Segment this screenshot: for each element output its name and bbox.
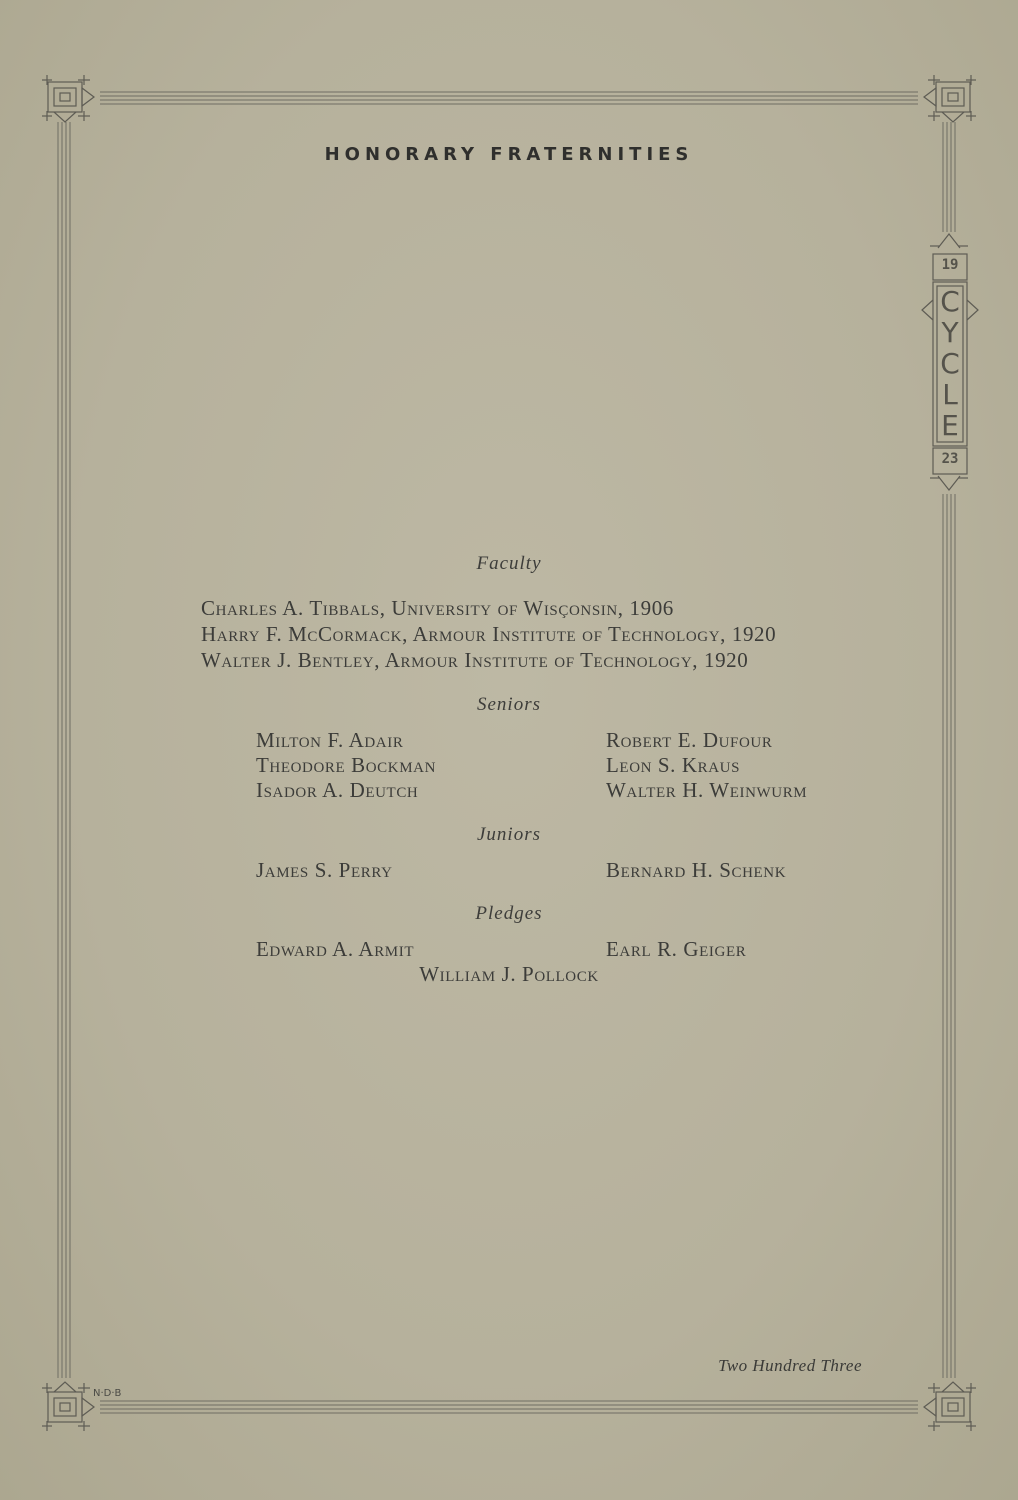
faculty-member-2: Harry F. McCormack, Armour Institute of Technology, 1920	[201, 622, 777, 646]
corner-ornament-bottom-left	[42, 1382, 94, 1431]
corner-ornament-bottom-right	[924, 1382, 976, 1431]
senior-right-3: Walter H. Weinwurm	[606, 778, 808, 802]
faculty-member-3: Walter J. Bentley, Armour Institute of Technology, 1920	[201, 648, 749, 672]
senior-left-2: Theodore Bockman	[256, 753, 437, 777]
side-panel-letter-3: C	[940, 347, 960, 380]
corner-ornament-top-left	[42, 75, 94, 122]
side-panel-letter-1: C	[940, 285, 960, 318]
senior-right-2: Leon S. Kraus	[606, 753, 741, 777]
side-panel-year-bottom: 23	[941, 451, 959, 467]
junior-right-1: Bernard H. Schenk	[606, 858, 787, 882]
page-title: HONORARY FRATERNITIES	[324, 144, 694, 165]
side-panel-letter-2: Y	[941, 316, 959, 349]
senior-left-3: Isador A. Deutch	[256, 778, 419, 802]
pledge-center-1: William J. Pollock	[419, 962, 599, 986]
pledges-heading: Pledges	[475, 903, 543, 924]
seniors-heading: Seniors	[477, 694, 541, 715]
side-panel-letter-4: L	[942, 378, 958, 411]
side-panel-year-top: 19	[941, 257, 959, 273]
side-panel-letter-5: E	[941, 409, 959, 442]
page-number: Two Hundred Three	[718, 1356, 862, 1375]
senior-right-1: Robert E. Dufour	[606, 728, 773, 752]
faculty-heading: Faculty	[476, 553, 542, 574]
junior-left-1: James S. Perry	[256, 858, 393, 882]
pledge-left-1: Edward A. Armit	[256, 937, 415, 961]
senior-left-1: Milton F. Adair	[256, 728, 404, 752]
artist-monogram: N·D·B	[93, 1388, 122, 1399]
juniors-heading: Juniors	[477, 824, 541, 845]
faculty-member-1: Charles A. Tibbals, University of Wisçonsin, 1906	[201, 596, 674, 620]
corner-ornament-top-right	[924, 75, 976, 122]
pledge-right-1: Earl R. Geiger	[606, 937, 747, 961]
